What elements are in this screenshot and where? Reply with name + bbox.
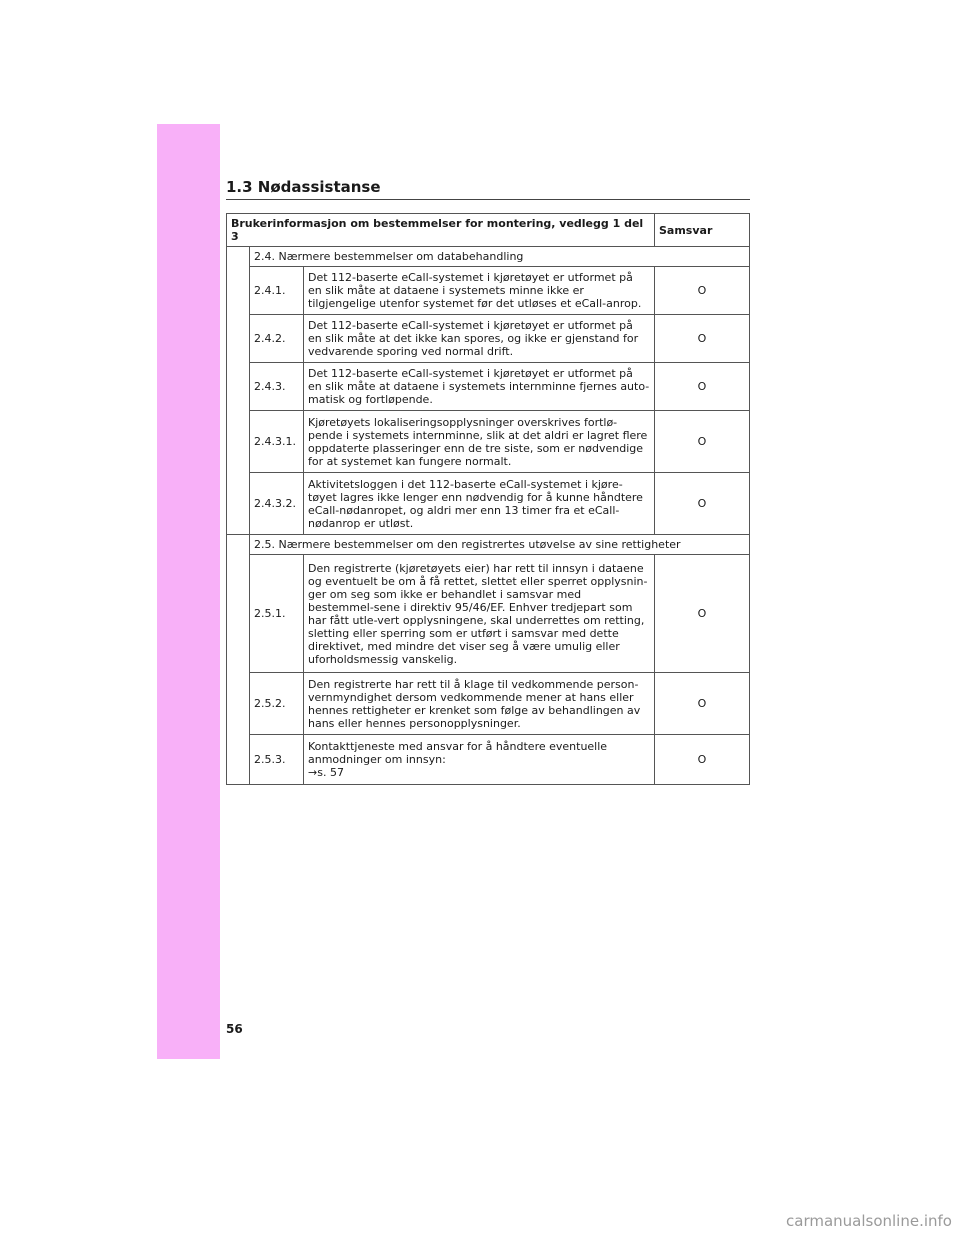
row-text: Det 112-baserte eCall-systemet i kjøretøyet er utformet på en slik måte at dataene i systemets minne ikke er tilgjengelige utenfor systemet før det utløses et eCall-anrop. bbox=[304, 267, 655, 315]
chapter-color-band bbox=[157, 124, 220, 1059]
table-row bbox=[227, 363, 750, 411]
row-text: Det 112-baserte eCall-systemet i kjøretøyet er utformet på en slik måte at det ikke kan spores, og ikke er gjenstand for vedvarende sporing ved normal drift. bbox=[304, 315, 655, 363]
table-row bbox=[227, 473, 750, 535]
watermark-logo: carmanualsonline.info bbox=[786, 1212, 952, 1230]
group-indent bbox=[227, 535, 250, 785]
row-number: 2.4.3.2. bbox=[250, 473, 304, 535]
row-text: Kjøretøyets lokaliseringsopplysninger overskrives fortlø-pende i systemets internminne, slik at det aldri er lagret flere oppdaterte plasseringer enn de tre siste, som er nødvendige for at systemet kan fungere normalt. bbox=[304, 411, 655, 473]
row-compliance: O bbox=[655, 411, 750, 473]
row-text-cell bbox=[304, 735, 655, 785]
row-text: Kontakttjeneste med ansvar for å håndtere eventuelle anmodninger om innsyn: bbox=[308, 740, 608, 766]
row-text: Den registrerte (kjøretøyets eier) har rett til innsyn i dataene og eventuelt be om å få rettet, slettet eller sperret opplysnin-ger om seg som ikke er behandlet i samsvar med bestemmel-sene i direktiv 95/46/EF. Enhver tredjepart som har fått utle-vert opplysningene, skal underrettes om retting, sletting eller sperring som er utført i samsvar med dette direktivet, med mindre det viser seg å være umulig eller uforholdsmessig vanskelig. bbox=[304, 555, 655, 673]
section-divider bbox=[226, 199, 750, 200]
group-title-row bbox=[227, 247, 750, 267]
row-number: 2.4.2. bbox=[250, 315, 304, 363]
table-row bbox=[227, 673, 750, 735]
row-text: Aktivitetsloggen i det 112-baserte eCall-systemet i kjøre-tøyet lagres ikke lenger enn nødvendig for å kunne håndtere eCall-nødanropet, og aldri mer enn 13 timer fra et eCall-nødanrop er utløst. bbox=[304, 473, 655, 535]
header-info: Brukerinformasjon om bestemmelser for montering, vedlegg 1 del 3 bbox=[227, 214, 655, 247]
row-compliance: O bbox=[655, 315, 750, 363]
row-number: 2.4.1. bbox=[250, 267, 304, 315]
table-row bbox=[227, 555, 750, 673]
row-number: 2.5.1. bbox=[250, 555, 304, 673]
page-reference-link[interactable]: →s. 57 bbox=[308, 766, 344, 779]
table-row bbox=[227, 315, 750, 363]
row-compliance: O bbox=[655, 363, 750, 411]
row-compliance: O bbox=[655, 735, 750, 785]
row-text: Det 112-baserte eCall-systemet i kjøretøyet er utformet på en slik måte at dataene i systemets internminne fjernes auto-matisk og fortløpende. bbox=[304, 363, 655, 411]
table-row bbox=[227, 267, 750, 315]
table-header-row bbox=[227, 214, 750, 247]
group-title-row bbox=[227, 535, 750, 555]
group-title: 2.4. Nærmere bestemmelser om databehandling bbox=[250, 247, 750, 267]
row-compliance: O bbox=[655, 673, 750, 735]
group-indent bbox=[227, 247, 250, 535]
section-title: 1.3 Nødassistanse bbox=[226, 178, 381, 196]
row-compliance: O bbox=[655, 473, 750, 535]
regulation-table bbox=[226, 213, 750, 785]
table-row bbox=[227, 411, 750, 473]
row-number: 2.5.3. bbox=[250, 735, 304, 785]
row-number: 2.5.2. bbox=[250, 673, 304, 735]
row-text: Den registrerte har rett til å klage til vedkommende person-vernmyndighet dersom vedkommende mener at hans eller hennes rettigheter er krenket som følge av behandlingen av hans eller hennes personopplysninger. bbox=[304, 673, 655, 735]
page-number: 56 bbox=[226, 1022, 243, 1036]
row-number: 2.4.3. bbox=[250, 363, 304, 411]
row-number: 2.4.3.1. bbox=[250, 411, 304, 473]
group-title: 2.5. Nærmere bestemmelser om den registrertes utøvelse av sine rettigheter bbox=[250, 535, 750, 555]
table-row bbox=[227, 735, 750, 785]
row-compliance: O bbox=[655, 267, 750, 315]
header-compliance: Samsvar bbox=[655, 214, 750, 247]
row-compliance: O bbox=[655, 555, 750, 673]
